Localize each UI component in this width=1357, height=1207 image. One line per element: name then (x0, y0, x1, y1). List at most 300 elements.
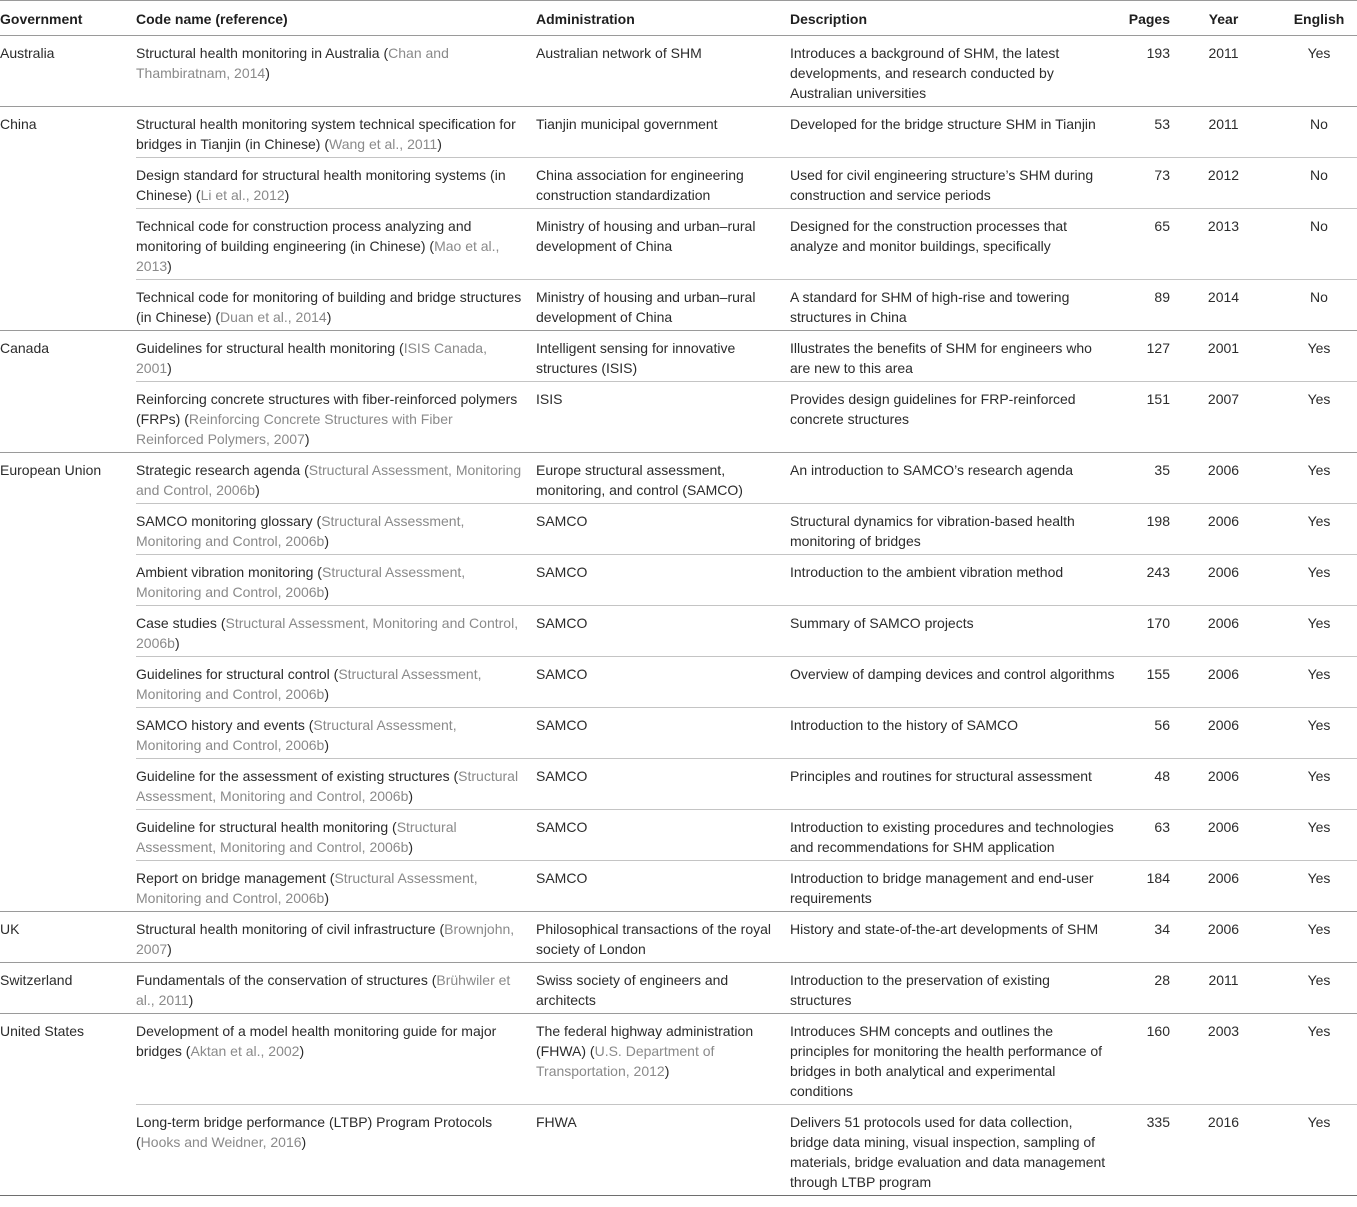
description-cell (790, 606, 1127, 657)
english-value: Yes (1307, 666, 1331, 682)
reference-link: Duan et al., 2014 (220, 309, 327, 325)
administration-name: SAMCO (536, 819, 588, 835)
administration-cell (536, 158, 790, 209)
year-cell (1170, 657, 1255, 708)
year-value: 2011 (1208, 972, 1239, 988)
administration-cell (536, 36, 790, 107)
header-row (0, 1, 1357, 36)
reference-link: Structural Assessment, Monitoring and Control, 2006b (136, 564, 466, 600)
code-name-cell: Guideline for the assessment of existing structures (Structural Assessment, Monitoring and Control, 2006b) (136, 759, 536, 810)
english-value: Yes (1307, 717, 1331, 733)
english-cell (1255, 453, 1357, 504)
pages-cell (1127, 453, 1170, 504)
reference-link: Hooks and Weidner, 2016 (140, 1134, 302, 1150)
reference-link: Structural Assessment, Monitoring and Control, 2006b (136, 462, 522, 498)
pages-value: 53 (1154, 116, 1170, 132)
english-value: Yes (1307, 1023, 1331, 1039)
description-text: Introduces SHM concepts and outlines the principles for monitoring the health performance of bridges in both analytical and experimental conditions (790, 1023, 1103, 1099)
pages-value: 35 (1154, 462, 1170, 478)
year-cell (1170, 810, 1255, 861)
pages-value: 34 (1154, 921, 1170, 937)
reference-link: Brownjohn, 2007 (136, 921, 515, 957)
table-row (0, 606, 1357, 657)
pages-cell (1127, 657, 1170, 708)
administration-name: Europe structural assessment, monitoring, and control (SAMCO) (536, 462, 743, 498)
code-name: Design standard for structural health monitoring systems (in Chinese) (136, 167, 506, 203)
government-cell (0, 861, 136, 912)
year-cell (1170, 912, 1255, 963)
pages-cell (1127, 759, 1170, 810)
description-text: Introduction to the history of SAMCO (790, 717, 1018, 733)
reference-link: Structural Assessment, Monitoring and Control, 2006b (136, 513, 465, 549)
english-cell (1255, 861, 1357, 912)
government-name: UK (0, 921, 20, 937)
year-value: 2006 (1207, 768, 1240, 784)
description-cell (790, 912, 1127, 963)
year-value: 2006 (1207, 462, 1240, 478)
table-row (0, 382, 1357, 453)
reference-link: Aktan et al., 2002 (190, 1043, 300, 1059)
reference-link: Structural Assessment, Monitoring and Control, 2006b (136, 615, 519, 651)
english-cell (1255, 504, 1357, 555)
administration-cell (536, 708, 790, 759)
administration-name: FHWA (536, 1114, 577, 1130)
code-name-cell: SAMCO monitoring glossary (Structural Assessment, Monitoring and Control, 2006b) (136, 504, 536, 555)
administration-cell (536, 504, 790, 555)
english-value: Yes (1307, 615, 1331, 631)
table-row (0, 209, 1357, 280)
pages-value: 184 (1146, 870, 1170, 886)
table-row (0, 555, 1357, 606)
government-cell (0, 708, 136, 759)
year-cell (1170, 1014, 1255, 1105)
description-text: Principles and routines for structural assessment (790, 768, 1092, 784)
administration-cell (536, 963, 790, 1014)
pages-cell (1127, 107, 1170, 158)
english-value: Yes (1307, 45, 1331, 61)
table-row (0, 504, 1357, 555)
description-text: Developed for the bridge structure SHM in Tianjin (790, 116, 1096, 132)
description-cell (790, 107, 1127, 158)
code-name: Fundamentals of the conservation of structures (136, 972, 428, 988)
english-cell (1255, 209, 1357, 280)
administration-cell (536, 555, 790, 606)
reference-link: Structural Assessment, Monitoring and Control, 2006b (136, 870, 478, 906)
english-cell (1255, 1014, 1357, 1105)
pages-cell (1127, 555, 1170, 606)
description-cell (790, 280, 1127, 331)
year-value: 2006 (1207, 921, 1240, 937)
administration-name: Intelligent sensing for innovative structures (ISIS) (536, 340, 736, 376)
description-text: Designed for the construction processes that analyze and monitor buildings, specifically (790, 218, 1068, 254)
government-name: Australia (0, 45, 55, 61)
code-name-cell: Design standard for structural health monitoring systems (in Chinese) (Li et al., 2012) (136, 158, 536, 209)
description-text: Summary of SAMCO projects (790, 615, 974, 631)
english-cell (1255, 382, 1357, 453)
pages-value: 89 (1154, 289, 1170, 305)
government-name: Canada (0, 340, 50, 356)
english-cell (1255, 708, 1357, 759)
administration-cell (536, 453, 790, 504)
government-cell (0, 657, 136, 708)
year-value: 2001 (1207, 340, 1240, 356)
code-name-cell: Reinforcing concrete structures with fiber-reinforced polymers (FRPs) (Reinforcing Concrete Structures with Fiber Reinforced Polymers, 2007) (136, 382, 536, 453)
table-row (0, 36, 1357, 107)
pages-cell (1127, 912, 1170, 963)
year-cell (1170, 504, 1255, 555)
pages-value: 170 (1146, 615, 1170, 631)
description-text: Used for civil engineering structure’s SHM during construction and service periods (790, 167, 1094, 203)
year-cell (1170, 107, 1255, 158)
administration-cell (536, 382, 790, 453)
description-text: A standard for SHM of high-rise and towering structures in China (790, 289, 1070, 325)
description-cell (790, 555, 1127, 606)
government-cell (0, 382, 136, 453)
reference-link: Reinforcing Concrete Structures with Fiber Reinforced Polymers, 2007 (136, 411, 453, 447)
code-name-cell: Technical code for construction process analyzing and monitoring of building engineering (in Chinese) (Mao et al., 2013) (136, 209, 536, 280)
reference-link: Chan and Thambiratnam, 2014 (136, 45, 449, 81)
government-cell (0, 158, 136, 209)
government-cell (0, 810, 136, 861)
description-cell (790, 1014, 1127, 1105)
english-cell (1255, 657, 1357, 708)
administration-name: SAMCO (536, 717, 588, 733)
code-name: SAMCO history and events (136, 717, 305, 733)
year-cell (1170, 158, 1255, 209)
government-cell (0, 555, 136, 606)
administration-name: SAMCO (536, 870, 588, 886)
description-cell (790, 1105, 1127, 1196)
table-row (0, 1105, 1357, 1196)
english-cell (1255, 912, 1357, 963)
english-cell (1255, 963, 1357, 1014)
code-name-cell: Strategic research agenda (Structural Assessment, Monitoring and Control, 2006b) (136, 453, 536, 504)
code-name-cell: Guidelines for structural health monitoring (ISIS Canada, 2001) (136, 331, 536, 382)
administration-name: SAMCO (536, 564, 588, 580)
government-cell (0, 107, 136, 158)
english-value: Yes (1307, 564, 1331, 580)
description-text: An introduction to SAMCO’s research agenda (790, 462, 1074, 478)
description-text: Introduction to existing procedures and technologies and recommendations for SHM application (790, 819, 1114, 855)
header-pages: Pages (1128, 11, 1170, 27)
government-name: China (0, 116, 37, 132)
description-text: Introduction to the preservation of existing structures (790, 972, 1050, 1008)
administration-name: Tianjin municipal government (536, 116, 718, 132)
administration-name: ISIS (536, 391, 563, 407)
description-cell (790, 453, 1127, 504)
year-cell (1170, 963, 1255, 1014)
table-body (0, 36, 1357, 1196)
pages-value: 155 (1146, 666, 1170, 682)
year-value: 2007 (1207, 391, 1240, 407)
table-row (0, 158, 1357, 209)
code-name: Case studies (136, 615, 217, 631)
government-cell (0, 453, 136, 504)
english-cell (1255, 280, 1357, 331)
administration-cell (536, 1105, 790, 1196)
government-name: Switzerland (0, 972, 73, 988)
year-value: 2003 (1207, 1023, 1240, 1039)
year-cell (1170, 555, 1255, 606)
description-text: Introduces a background of SHM, the latest developments, and research conducted by Australian universities (790, 45, 1060, 101)
administration-name: SAMCO (536, 513, 588, 529)
pages-cell (1127, 280, 1170, 331)
administration-cell (536, 280, 790, 331)
code-name: Guidelines for structural health monitoring (136, 340, 396, 356)
code-name-cell: Report on bridge management (Structural Assessment, Monitoring and Control, 2006b) (136, 861, 536, 912)
pages-cell (1127, 606, 1170, 657)
english-cell (1255, 331, 1357, 382)
description-cell (790, 36, 1127, 107)
year-value: 2006 (1207, 615, 1240, 631)
table-row (0, 861, 1357, 912)
pages-cell (1127, 708, 1170, 759)
reference-link: Brühwiler et al., 2011 (136, 972, 511, 1008)
code-name-cell: Fundamentals of the conservation of structures (Brühwiler et al., 2011) (136, 963, 536, 1014)
code-name-cell: Ambient vibration monitoring (Structural Assessment, Monitoring and Control, 2006b) (136, 555, 536, 606)
english-value: No (1310, 167, 1328, 183)
reference-link: Mao et al., 2013 (136, 238, 500, 274)
government-cell (0, 36, 136, 107)
year-value: 2013 (1207, 218, 1240, 234)
header-english: English (1293, 11, 1345, 27)
administration-cell (536, 810, 790, 861)
pages-cell (1127, 1014, 1170, 1105)
english-value: No (1310, 218, 1328, 234)
year-value: 2011 (1208, 116, 1239, 132)
code-name-cell: Case studies (Structural Assessment, Monitoring and Control, 2006b) (136, 606, 536, 657)
year-value: 2016 (1207, 1114, 1240, 1130)
government-name: European Union (0, 462, 102, 478)
code-name: Technical code for monitoring of building and bridge structures (in Chinese) (136, 289, 522, 325)
government-cell (0, 606, 136, 657)
code-name: Development of a model health monitoring guide for major bridges (136, 1023, 497, 1059)
table-header (0, 1, 1357, 36)
pages-cell (1127, 504, 1170, 555)
government-name: United States (0, 1023, 85, 1039)
administration-cell (536, 657, 790, 708)
code-name: Guideline for the assessment of existing structures (136, 768, 450, 784)
code-name: Guideline for structural health monitoring (136, 819, 389, 835)
english-cell (1255, 810, 1357, 861)
table-row (0, 1014, 1357, 1105)
reference-link: Wang et al., 2011 (329, 136, 438, 152)
year-value: 2006 (1207, 564, 1240, 580)
pages-cell (1127, 963, 1170, 1014)
pages-cell (1127, 861, 1170, 912)
year-value: 2012 (1207, 167, 1240, 183)
pages-value: 73 (1154, 167, 1170, 183)
pages-value: 193 (1146, 45, 1170, 61)
administration-name: SAMCO (536, 666, 588, 682)
code-name-cell: Structural health monitoring in Australia (Chan and Thambiratnam, 2014) (136, 36, 536, 107)
government-cell (0, 912, 136, 963)
english-cell (1255, 1105, 1357, 1196)
table-row (0, 331, 1357, 382)
table-row (0, 759, 1357, 810)
administration-name: Ministry of housing and urban–rural development of China (536, 218, 756, 254)
year-value: 2006 (1207, 819, 1240, 835)
administration-cell (536, 759, 790, 810)
year-value: 2006 (1207, 513, 1240, 529)
code-name-cell: Guideline for structural health monitoring (Structural Assessment, Monitoring and Control, 2006b) (136, 810, 536, 861)
code-name: Structural health monitoring system technical specification for bridges in Tianjin (in Chinese) (136, 116, 516, 152)
year-cell (1170, 209, 1255, 280)
government-cell (0, 759, 136, 810)
code-name-cell: Technical code for monitoring of building and bridge structures (in Chinese) (Duan et al., 2014) (136, 280, 536, 331)
reference-link: Structural Assessment, Monitoring and Control, 2006b (136, 819, 457, 855)
reference-link: Li et al., 2012 (200, 187, 285, 203)
code-name-cell: Development of a model health monitoring guide for major bridges (Aktan et al., 2002) (136, 1014, 536, 1105)
table-row (0, 453, 1357, 504)
reference-link: Structural Assessment, Monitoring and Control, 2006b (136, 717, 457, 753)
description-text: Introduction to the ambient vibration method (790, 564, 1064, 580)
code-name: Ambient vibration monitoring (136, 564, 314, 580)
description-cell (790, 158, 1127, 209)
description-text: Introduction to bridge management and end-user requirements (790, 870, 1094, 906)
pages-cell (1127, 36, 1170, 107)
description-text: Overview of damping devices and control algorithms (790, 666, 1115, 682)
code-name: Strategic research agenda (136, 462, 301, 478)
administration-reference: U.S. Department of Transportation, 2012 (536, 1043, 715, 1079)
header-administration: Administration (536, 11, 635, 27)
header-description: Description (790, 11, 868, 27)
administration-cell (536, 331, 790, 382)
description-cell (790, 708, 1127, 759)
pages-cell (1127, 1105, 1170, 1196)
year-value: 2006 (1207, 717, 1240, 733)
pages-value: 198 (1146, 513, 1170, 529)
administration-cell (536, 107, 790, 158)
code-name-cell: Structural health monitoring of civil infrastructure (Brownjohn, 2007) (136, 912, 536, 963)
government-cell (0, 209, 136, 280)
reference-link: Structural Assessment, Monitoring and Control, 2006b (136, 666, 482, 702)
code-name: Long-term bridge performance (LTBP) Program Protocols (136, 1114, 493, 1130)
year-cell (1170, 861, 1255, 912)
description-cell (790, 209, 1127, 280)
pages-cell (1127, 209, 1170, 280)
code-name: Technical code for construction process analyzing and monitoring of building engineering (in Chinese) (136, 218, 472, 254)
description-cell (790, 861, 1127, 912)
administration-cell (536, 861, 790, 912)
pages-value: 65 (1154, 218, 1170, 234)
table-row (0, 107, 1357, 158)
description-text: Delivers 51 protocols used for data collection, bridge data mining, visual inspection, sampling of materials, bridge evaluation and data management through LTBP program (790, 1114, 1106, 1190)
code-name: Structural health monitoring in Australia (136, 45, 380, 61)
pages-value: 63 (1154, 819, 1170, 835)
administration-name: Philosophical transactions of the royal society of London (536, 921, 772, 957)
year-cell (1170, 280, 1255, 331)
table-row (0, 708, 1357, 759)
code-name: SAMCO monitoring glossary (136, 513, 313, 529)
english-cell (1255, 759, 1357, 810)
english-cell (1255, 36, 1357, 107)
code-name-cell: Structural health monitoring system technical specification for bridges in Tianjin (in Chinese) (Wang et al., 2011) (136, 107, 536, 158)
government-cell (0, 963, 136, 1014)
year-cell (1170, 453, 1255, 504)
english-value: Yes (1307, 462, 1331, 478)
pages-value: 28 (1154, 972, 1170, 988)
english-value: Yes (1307, 870, 1331, 886)
description-text: History and state-of-the-art developments of SHM (790, 921, 1099, 937)
code-name-cell: Long-term bridge performance (LTBP) Program Protocols (Hooks and Weidner, 2016) (136, 1105, 536, 1196)
administration-cell: The federal highway administration (FHWA) (U.S. Department of Transportation, 2012) (536, 1014, 790, 1105)
reference-link: ISIS Canada, 2001 (136, 340, 487, 376)
description-cell (790, 963, 1127, 1014)
code-name: Guidelines for structural control (136, 666, 330, 682)
government-cell (0, 1105, 136, 1196)
description-cell (790, 382, 1127, 453)
header-year: Year (1208, 11, 1239, 27)
year-cell (1170, 1105, 1255, 1196)
code-name-cell: Guidelines for structural control (Structural Assessment, Monitoring and Control, 2006b) (136, 657, 536, 708)
pages-cell (1127, 382, 1170, 453)
english-value: Yes (1307, 819, 1331, 835)
administration-name: China association for engineering construction standardization (536, 167, 744, 203)
government-cell (0, 280, 136, 331)
pages-cell (1127, 810, 1170, 861)
government-cell (0, 1014, 136, 1105)
pages-value: 48 (1154, 768, 1170, 784)
year-cell (1170, 331, 1255, 382)
year-cell (1170, 36, 1255, 107)
english-value: Yes (1307, 972, 1331, 988)
english-value: No (1310, 116, 1328, 132)
administration-cell (536, 606, 790, 657)
pages-value: 335 (1146, 1114, 1170, 1130)
code-name: Structural health monitoring of civil infrastructure (136, 921, 436, 937)
administration-name: Australian network of SHM (536, 45, 702, 61)
year-cell (1170, 606, 1255, 657)
table-row (0, 657, 1357, 708)
administration-name: The federal highway administration (FHWA) (536, 1023, 754, 1059)
administration-name: Swiss society of engineers and architects (536, 972, 729, 1008)
description-cell (790, 810, 1127, 861)
english-value: Yes (1307, 1114, 1331, 1130)
pages-value: 243 (1146, 564, 1170, 580)
table-row (0, 912, 1357, 963)
description-text: Structural dynamics for vibration-based health monitoring of bridges (790, 513, 1075, 549)
code-name: Report on bridge management (136, 870, 326, 886)
pages-value: 160 (1146, 1023, 1170, 1039)
pages-value: 127 (1146, 340, 1170, 356)
english-value: Yes (1307, 768, 1331, 784)
table-row (0, 810, 1357, 861)
header-government: Government (0, 11, 83, 27)
description-cell (790, 759, 1127, 810)
year-value: 2006 (1207, 666, 1240, 682)
year-cell (1170, 759, 1255, 810)
pages-value: 151 (1146, 391, 1170, 407)
english-cell (1255, 158, 1357, 209)
year-value: 2014 (1207, 289, 1240, 305)
english-value: Yes (1307, 340, 1331, 356)
administration-name: Ministry of housing and urban–rural development of China (536, 289, 756, 325)
administration-name: SAMCO (536, 615, 588, 631)
pages-value: 56 (1154, 717, 1170, 733)
english-value: No (1310, 289, 1328, 305)
code-name-cell: SAMCO history and events (Structural Assessment, Monitoring and Control, 2006b) (136, 708, 536, 759)
description-text: Illustrates the benefits of SHM for engineers who are new to this area (790, 340, 1092, 376)
reference-link: Structural Assessment, Monitoring and Control, 2006b (136, 768, 519, 804)
table-row (0, 280, 1357, 331)
administration-name: SAMCO (536, 768, 588, 784)
year-cell (1170, 382, 1255, 453)
government-cell (0, 504, 136, 555)
year-cell (1170, 708, 1255, 759)
english-value: Yes (1307, 921, 1331, 937)
description-cell (790, 657, 1127, 708)
